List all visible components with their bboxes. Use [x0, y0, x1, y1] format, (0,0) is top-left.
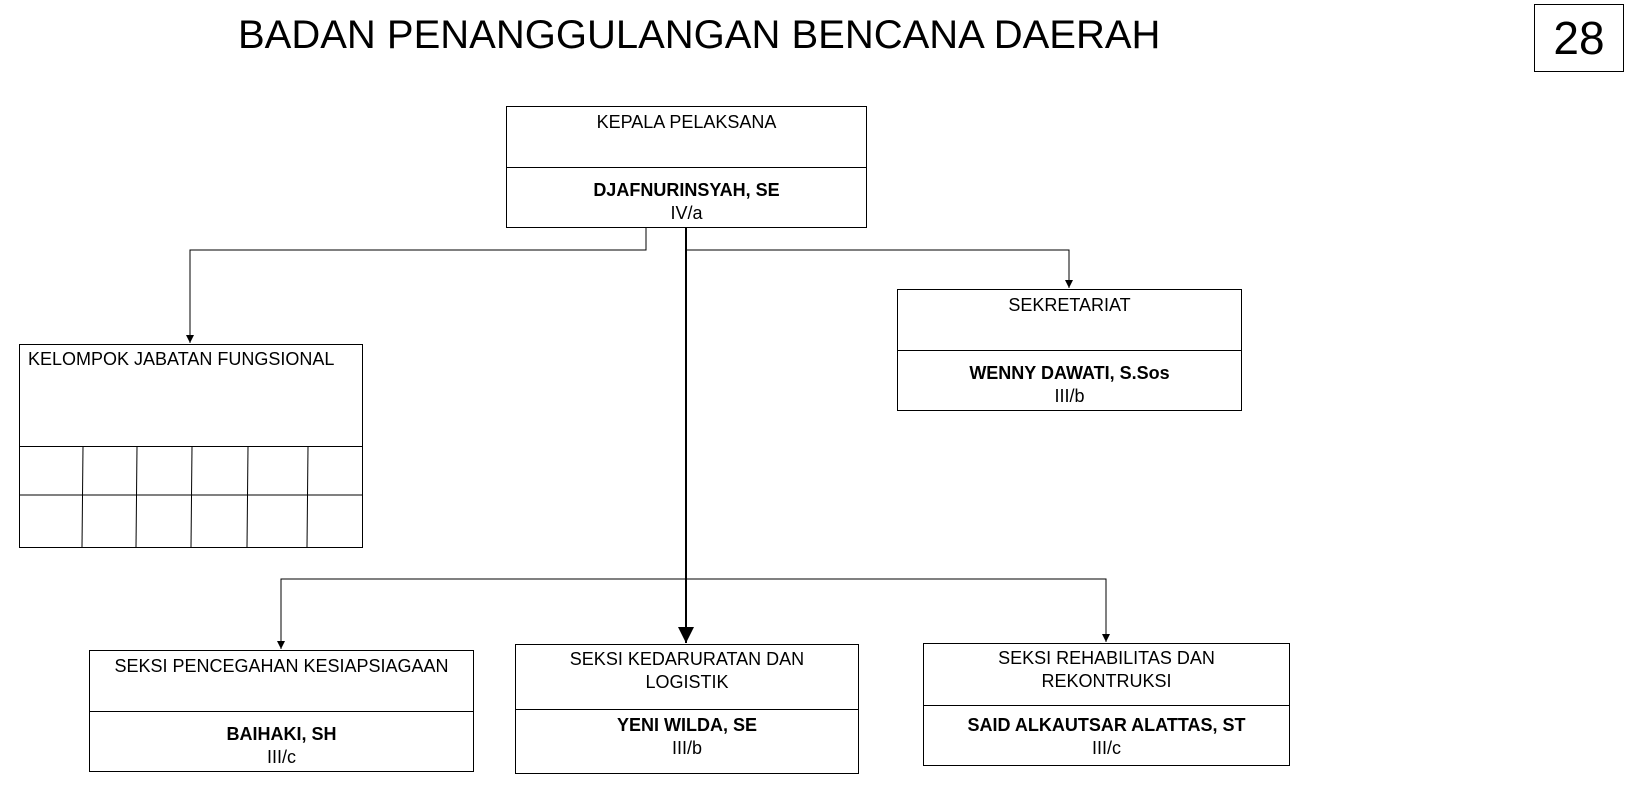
section-prevention-position: SEKSI PENCEGAHAN KESIAPSIAGAAN	[90, 651, 473, 712]
section-prevention-rank: III/c	[266, 747, 296, 767]
head-name: DJAFNURINSYAH, SE	[593, 180, 780, 200]
section-rehabilitation-name: SAID ALKAUTSAR ALATTAS, ST	[967, 715, 1246, 735]
functional-group-title: KELOMPOK JABATAN FUNGSIONAL	[20, 345, 362, 447]
secretariat-box	[897, 289, 1242, 411]
section-box-prevention	[89, 650, 474, 772]
section-rehabilitation-position-line1: SEKSI REHABILITAS DAN	[998, 648, 1215, 668]
head-rank: IV/a	[670, 203, 703, 223]
secretariat-position: SEKRETARIAT	[898, 290, 1241, 351]
section-rehabilitation-position-line2: REKONTRUKSI	[1041, 671, 1172, 691]
secretariat-rank: III/b	[1054, 386, 1085, 406]
head-position: KEPALA PELAKSANA	[507, 107, 866, 168]
line-to-section-1	[281, 579, 686, 649]
secretariat-name: WENNY DAWATI, S.Sos	[969, 363, 1170, 383]
section-rehabilitation-rank: III/c	[1091, 738, 1121, 758]
section-emergency-name: YENI WILDA, SE	[616, 715, 757, 735]
section-emergency-position-line1: SEKSI KEDARURATAN DAN	[569, 649, 805, 669]
head-box	[506, 106, 867, 228]
page-title: BADAN PENANGGULANGAN BENCANA DAERAH	[238, 13, 1161, 57]
section-box-rehabilitation	[923, 643, 1290, 766]
functional-group-box	[19, 344, 363, 548]
line-head-to-secretariat	[686, 250, 1069, 288]
section-emergency-position-line2: LOGISTIK	[645, 672, 729, 692]
line-to-section-3	[686, 579, 1106, 642]
line-head-to-functional	[190, 228, 646, 343]
section-emergency-rank: III/b	[671, 738, 702, 758]
section-box-emergency	[515, 644, 859, 774]
functional-group-grid	[20, 447, 362, 547]
page-number: 28	[1534, 4, 1624, 72]
section-prevention-name: BAIHAKI, SH	[226, 724, 337, 744]
